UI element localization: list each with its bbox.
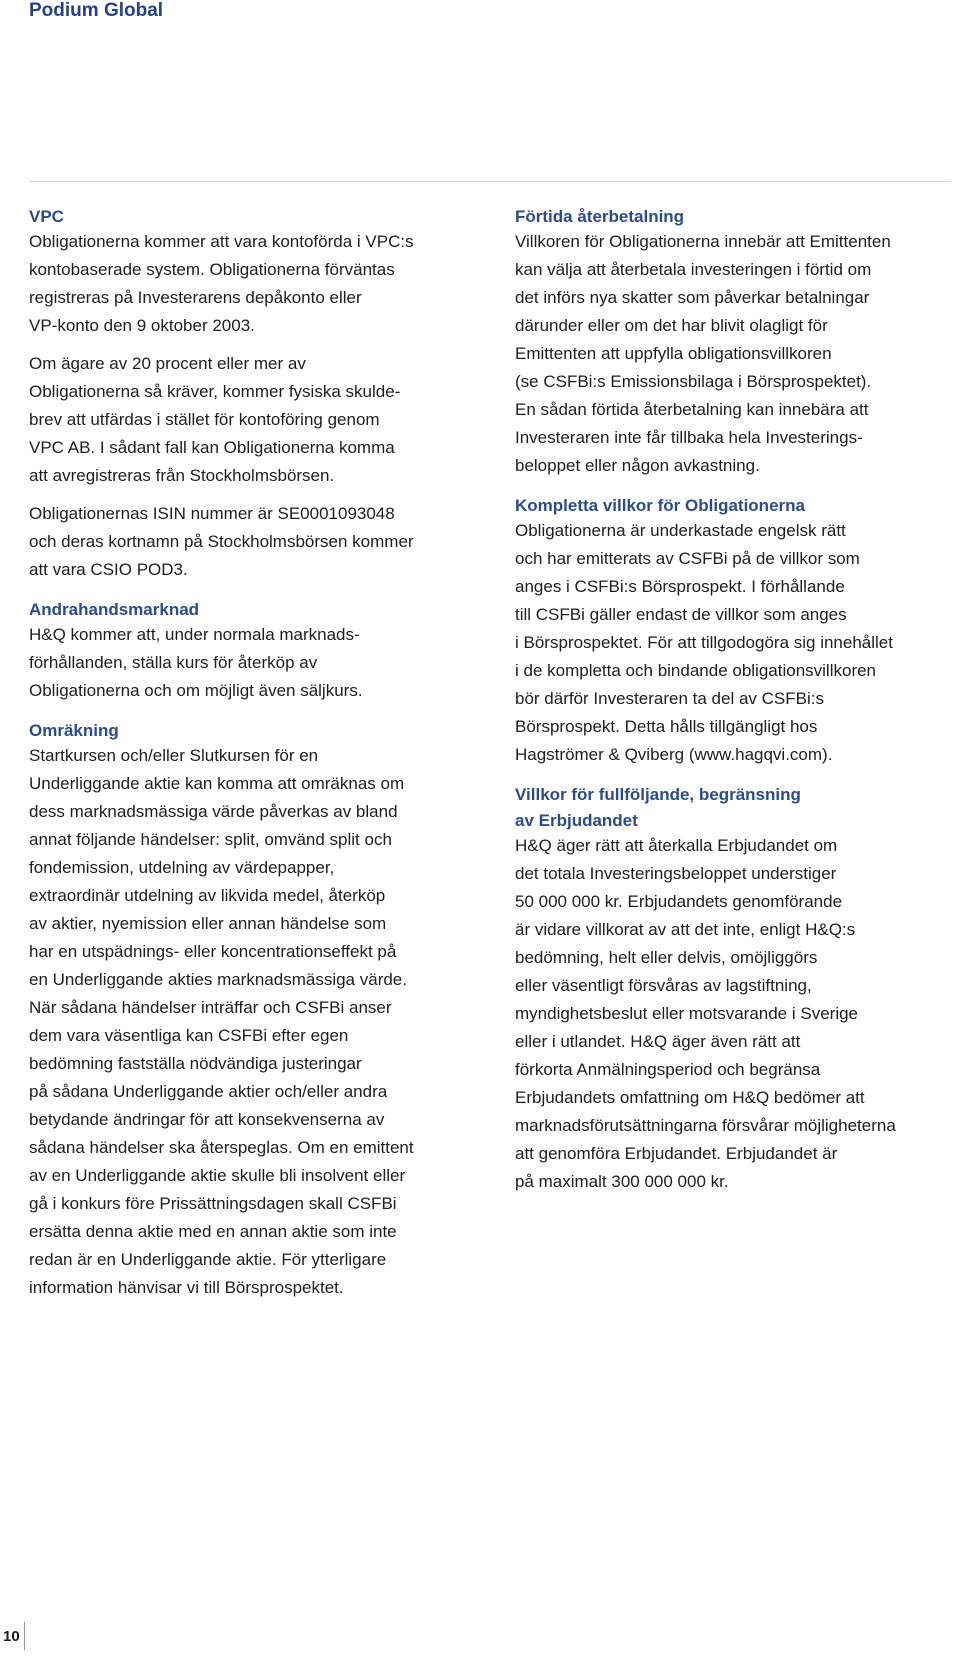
header-divider [29,181,950,182]
section-heading-omrakning: Omräkning [29,721,119,740]
page-number-divider [24,1622,25,1650]
section-heading-kompletta-villkor: Kompletta villkor för Obligationerna [515,496,805,515]
brand-title: Podium Global [29,0,164,21]
andrahandsmarknad-paragraph: H&Q kommer att, under normala marknads- förhållanden, ställa kurs för återköp av Obligationerna och om möjligt även säljkurs. [29,625,363,700]
vpc-paragraph-1: Obligationerna kommer att vara kontoförda i VPC:s kontobaserade system. Obligationerna förväntas registreras på Investerarens depåkonto eller VP-konto den 9 oktober 2003. [29,232,414,335]
vpc-paragraph-2: Om ägare av 20 procent eller mer av Obligationerna så kräver, kommer fysiska skulde- brev att utfärdas i stället för kontoföring genom VPC AB. I sådant fall kan Obligationerna komma att avregistreras från Stockholmsbörsen. [29,354,401,485]
omrakning-paragraph: Startkursen och/eller Slutkursen för en Underliggande aktie kan komma att omräknas om dess marknadsmässiga värde påverkas av bland annat följande händelser: split, omvänd split och fondemission, utdelning av värdepapper, extraordinär utdelning av likvida medel, återköp av aktier, nyemission eller annan händelse som har en utspädnings- eller koncentrationseffekt på en Underliggande akties marknadsmässiga värde. När sådana händelser inträffar och CSFBi anser dem vara väsentliga kan CSFBi efter egen bedömning fastställa nödvändiga justeringar på sådana Underliggande aktier och/eller andra betydande ändringar för att konsekvenserna av sådana händelser ska återspeglas. Om en emittent av en Underliggande aktie skulle bli insolvent eller gå i konkurs före Prissättningsdagen skall CSFBi ersätta denna aktie med en annan aktie som inte redan är en Underliggande aktie. För ytterligare information hänvisar vi till Börsprospektet. [29,746,414,1297]
fortida-paragraph: Villkoren för Obligationerna innebär att Emittenten kan välja att återbetala investeringen i förtid om det införs nya skatter som påverkar betalningar därunder eller om det har blivit olagligt för Emittenten att uppfylla obligationsvillkoren (se CSFBi:s Emissionsbilaga i Börsprospektet). En sådan förtida återbetalning kan innebära att Investeraren inte får tillbaka hela Investerings- beloppet eller någon avkastning. [515,232,891,475]
section-heading-andrahandsmarknad: Andrahandsmarknad [29,600,200,619]
right-column [515,204,955,1196]
villkor-fullfoljande-paragraph: H&Q äger rätt att återkalla Erbjudandet om det totala Investeringsbeloppet understiger 50 000 000 kr. Erbjudandets genomförande är vidare villkorat av att det inte, enligt H&Q:s bedömning, helt eller delvis, omöjliggörs eller väsentligt försvåras av lagstiftning, myndighetsbeslut eller motsvarande i Sverige eller i utlandet. H&Q äger även rätt att förkorta Anmälningsperiod och begränsa Erbjudandets omfattning om H&Q bedömer att marknadsförutsättningarna försvårar möjligheterna att genomföra Erbjudandet. Erbjudandet är på maximalt 300 000 000 kr. [515,836,896,1191]
left-column [29,204,469,1302]
section-heading-vpc: VPC [29,207,64,226]
section-heading-fortida-aterbetalning: Förtida återbetalning [515,207,685,226]
vpc-paragraph-3: Obligationernas ISIN nummer är SE0001093048 och deras kortnamn på Stockholmsbörsen kommer att vara CSIO POD3. [29,504,414,579]
section-heading-villkor-fullfoljande: Villkor för fullföljande, begränsning av Erbjudandet [515,785,801,830]
page-number: 10 [3,1628,20,1645]
kompletta-villkor-paragraph: Obligationerna är underkastade engelsk rätt och har emitterats av CSFBi på de villkor som anges i CSFBi:s Börsprospekt. I förhållande till CSFBi gäller endast de villkor som anges i Börsprospektet. För att tillgodogöra sig innehållet i de kompletta och bindande obligationsvillkoren bör därför Investeraren ta del av CSFBi:s Börsprospekt. Detta hålls tillgängligt hos Hagströmer & Qviberg (www.hagqvi.com). [515,521,893,764]
